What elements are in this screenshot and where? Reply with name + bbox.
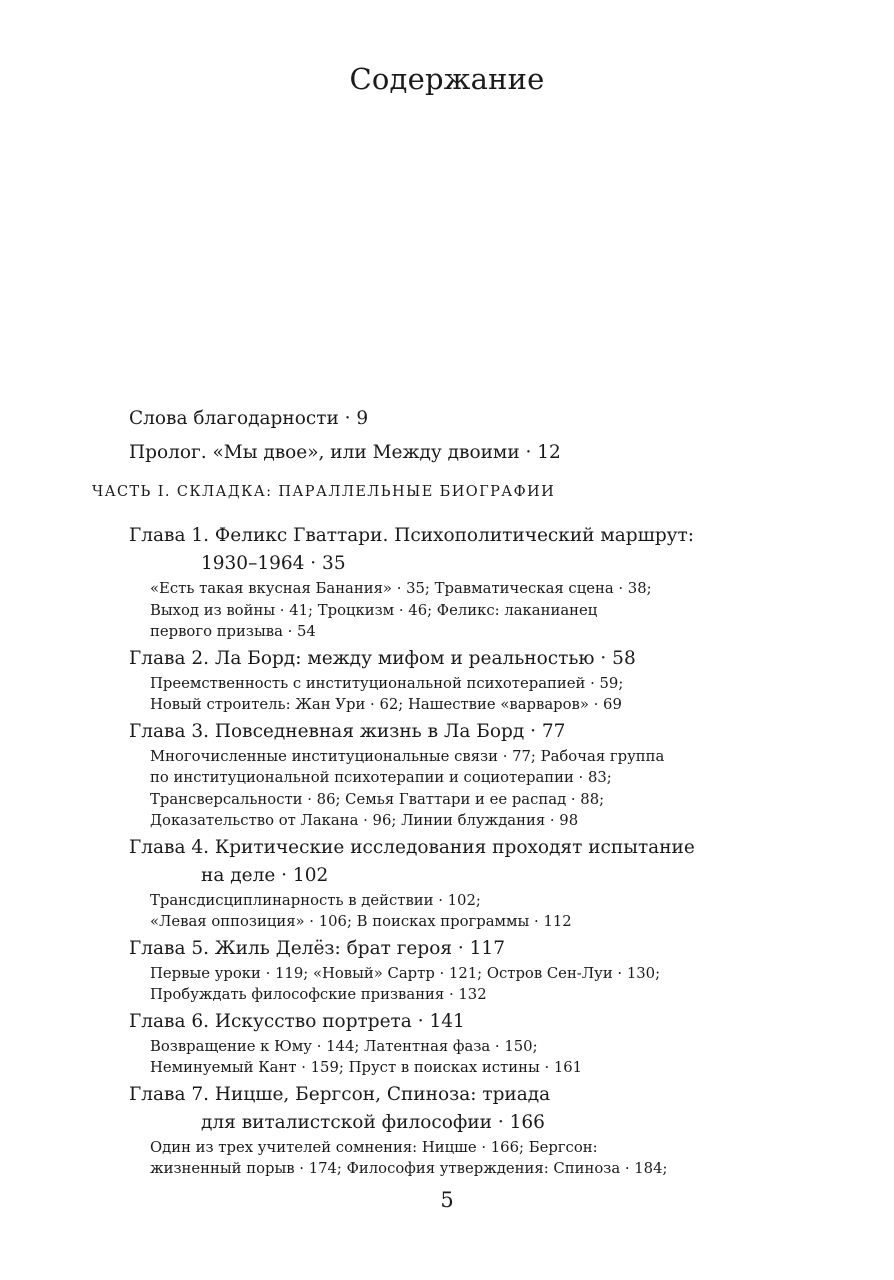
chapter-title: Глава 1. Феликс Гваттари. Психополитический маршрут:: [129, 525, 695, 546]
chapter-subsections: по институциональной психотерапии и социотерапии · 83;: [150, 769, 612, 786]
front-matter-item: Слова благодарности · 9: [129, 408, 369, 429]
chapter-subsections: Неминуемый Кант · 159; Пруст в поисках истины · 161: [150, 1059, 583, 1076]
chapter-title: Глава 3. Повседневная жизнь в Ла Борд · 77: [129, 720, 566, 742]
chapter-subsections: Преемственность с институциональной психотерапией · 59;: [150, 674, 624, 692]
part-heading: ЧАСТЬ I. СКЛАДКА: ПАРАЛЛЕЛЬНЫЕ БИОГРАФИИ: [92, 484, 556, 500]
chapter-entry: [129, 522, 869, 643]
chapter-subsections: Первые уроки · 119; «Новый» Сартр · 121; Остров Сен-Луи · 130;: [150, 964, 661, 982]
chapter-subsections: Доказательство от Лакана · 96; Линии блуждания · 98: [150, 812, 579, 829]
chapter-subsections: Возвращение к Юму · 144; Латентная фаза · 150;: [150, 1037, 538, 1055]
chapter-subsections: Выход из войны · 41; Троцкизм · 46; Феликс: лаканианец: [150, 601, 598, 619]
chapter-entry: [129, 1008, 869, 1079]
chapter-title: Глава 5. Жиль Делёз: брат героя · 117: [129, 937, 505, 959]
chapter-entry: [129, 718, 869, 832]
chapter-title: Глава 4. Критические исследования проходят испытание: [129, 836, 695, 858]
chapter-entry: [129, 834, 869, 933]
page-title: Содержание: [349, 62, 545, 96]
chapter-subsections: Один из трех учителей сомнения: Ницше · 166; Бергсон:: [150, 1138, 598, 1156]
chapter-subsections: жизненный порыв · 174; Философия утверждения: Спиноза · 184;: [150, 1160, 668, 1177]
chapter-entry: [129, 1081, 869, 1180]
page-number: 5: [440, 1188, 454, 1212]
chapter-subsections: Трансдисциплинарность в действии · 102;: [150, 891, 481, 909]
chapter-title: Глава 6. Искусство портрета · 141: [129, 1010, 465, 1032]
chapter-title: Глава 2. Ла Борд: между мифом и реальностью · 58: [129, 647, 636, 669]
chapter-subsections: Многочисленные институциональные связи · 77; Рабочая группа: [150, 747, 665, 765]
chapter-title: Глава 7. Ницше, Бергсон, Спиноза: триада: [129, 1083, 551, 1105]
chapter-title-continued: на деле · 102: [201, 864, 329, 886]
chapter-subsections: «Левая оппозиция» · 106; В поисках программы · 112: [150, 913, 572, 930]
chapter-subsections: первого призыва · 54: [150, 623, 316, 640]
front-matter-item: Пролог. «Мы двое», или Между двоими · 12: [129, 442, 561, 463]
chapter-subsections: «Есть такая вкусная Банания» · 35; Травматическая сцена · 38;: [150, 580, 652, 597]
chapter-entry: [129, 935, 869, 1006]
chapter-title-continued: для виталистской философии · 166: [201, 1111, 545, 1133]
chapter-entry: [129, 645, 869, 716]
chapter-subsections: Пробуждать философские призвания · 132: [150, 986, 487, 1003]
front-matter: [129, 402, 561, 470]
chapter-list: [129, 522, 869, 1182]
chapter-title-continued: 1930–1964 · 35: [201, 553, 346, 574]
chapter-subsections: Новый строитель: Жан Ури · 62; Нашествие «варваров» · 69: [150, 696, 622, 713]
chapter-subsections: Трансверсальности · 86; Семья Гваттари и ее распад · 88;: [150, 790, 605, 808]
